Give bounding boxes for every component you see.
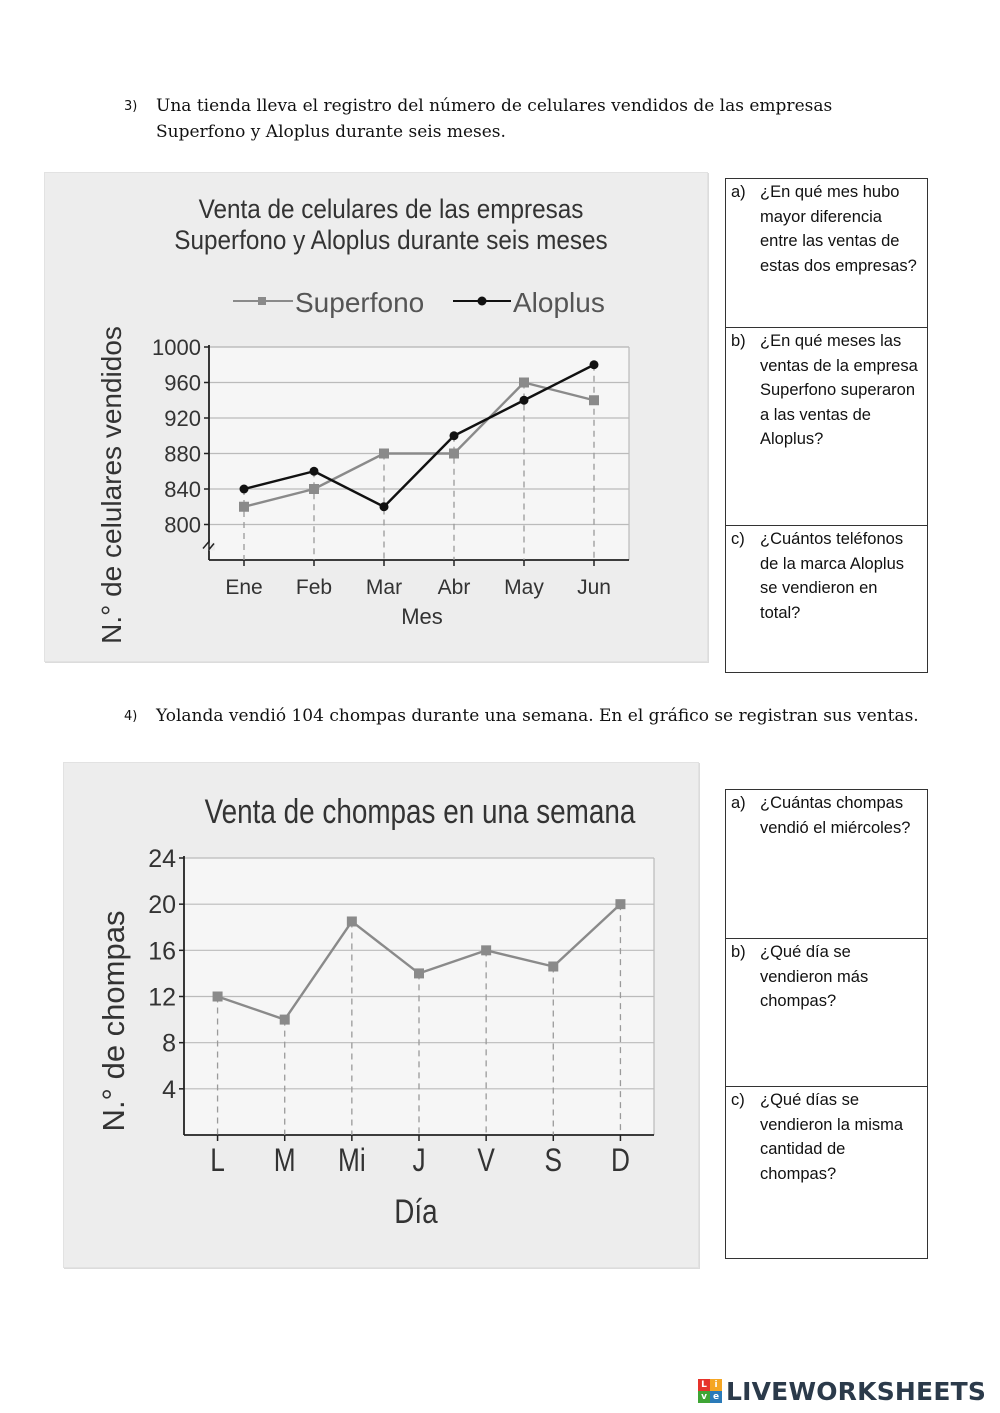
logo-letter-e: e [710,1391,722,1403]
chart1-point-chompas-mi [347,916,357,926]
chart1-legend [233,287,605,318]
liveworksheets-logo-icon [698,1379,722,1403]
question-3a-text: ¿En qué mes hubo mayor diferencia entre las ventas de estas dos empresas? [760,183,917,275]
question-3a-letter: a) [731,183,746,201]
chart0-ytick-label: 840 [164,476,201,502]
question-3b[interactable] [726,328,927,526]
chart0-point-superfono-mar [379,449,389,459]
question-4c[interactable] [726,1087,927,1258]
chart1-point-chompas-v [481,945,491,955]
chart2-y-axis-label: N.° de chompas [96,910,131,1132]
chart1-category-label-d: D [610,1143,630,1179]
legend-aloplus-marker [478,297,487,306]
question-4a-text: ¿Cuántas chompas vendió el miércoles? [760,794,911,837]
chart1-point-chompas-j [414,968,424,978]
chart0-ytick-label: 920 [164,405,201,431]
chart0-category-label-ene: Ene [225,576,263,599]
chart-chompas [64,763,698,1267]
problem-4-statement: Yolanda vendió 104 chompas durante una semana. En el gráfico se registran sus ventas. [156,706,919,726]
question-4a-letter: a) [731,794,746,812]
chart1-point-chompas-l [213,992,223,1002]
chart0-ytick-label: 1000 [152,334,201,360]
question-4a[interactable] [726,790,927,939]
chart0-ytick-label: 960 [164,370,201,396]
chart2-x-axis-label: Día [394,1192,438,1231]
chart0-point-superfono-abr [449,449,459,459]
chart-celulares [45,173,707,661]
question-3c-letter: c) [731,530,745,548]
chart1-ytick-label: 12 [148,983,176,1012]
legend-aloplus-label: Aloplus [513,287,605,318]
question-3c[interactable] [726,526,927,672]
chart0-point-superfono-ene [239,502,249,512]
chart0-category-label-abr: Abr [437,576,471,599]
problem-3-number: 3) [124,99,138,114]
chart1-ytick-label: 20 [148,891,176,920]
chart-chompas-panel [63,762,699,1268]
chart0-point-superfono-may [519,378,529,388]
chart1-category-label-v: V [477,1143,495,1179]
chart1-point-chompas-m [280,1015,290,1025]
chart1-ytick-label: 24 [148,845,176,873]
chart0-point-aloplus-feb [310,467,319,476]
question-4c-text: ¿Qué días se vendieron la misma cantidad de chompas? [760,1091,904,1183]
chart1-title-line1: Venta de celulares de las empresas [198,194,584,225]
legend-superfono-marker [258,297,266,305]
chart1-point-chompas-d [615,899,625,909]
logo-letter-v: v [698,1391,710,1403]
chart1-category-label-l: L [210,1143,225,1179]
logo-letter-l: L [698,1379,710,1391]
chart0-point-aloplus-mar [380,502,389,511]
chart0-ytick-label: 880 [164,441,201,467]
question-4b-letter: b) [731,943,746,961]
question-4c-letter: c) [731,1091,745,1109]
chart1-point-chompas-s [548,961,558,971]
question-3b-letter: b) [731,332,746,350]
liveworksheets-brand[interactable] [698,1374,986,1408]
question-3b-text: ¿En qué meses las ventas de la empresa Superfono superaron a las ventas de Aloplus? [760,332,918,449]
chart1-category-label-s: S [544,1143,563,1179]
legend-superfono-label: Superfono [295,287,425,318]
chart1-ytick-label: 4 [162,1075,176,1104]
chart0-point-aloplus-may [520,396,529,405]
questions-3-box [725,178,928,673]
chart1-category-label-j: J [412,1143,426,1179]
problem-4-number: 4) [124,709,138,724]
chart1-x-axis-label: Mes [401,604,443,629]
chart1-category-label-mi: Mi [338,1143,366,1179]
chart-celulares-panel [44,172,708,662]
chart1-category-label-m: M [273,1143,296,1179]
question-3a[interactable] [726,179,927,328]
chart0-category-label-mar: Mar [365,576,403,599]
chart1-ytick-label: 8 [162,1029,176,1058]
question-4b-text: ¿Qué día se vendieron más chompas? [760,943,869,1011]
chart0-category-label-may: May [504,576,544,599]
chart0-point-superfono-feb [309,484,319,494]
chart0-category-label-jun: Jun [577,576,611,599]
chart1-ytick-label: 16 [148,937,176,966]
problem-3-statement: Una tienda lleva el registro del número de celulares vendidos de las empresas Superfono y Aloplus durante seis meses. [156,96,833,142]
question-4b[interactable] [726,939,927,1087]
chart2-title: Venta de chompas en una semana [204,792,636,831]
chart0-point-aloplus-abr [450,431,459,440]
chart1-title-line2: Superfono y Aloplus durante seis meses [174,225,608,256]
chart1-y-axis-label: N.° de celulares vendidos [96,326,127,644]
chart0-point-aloplus-jun [590,360,599,369]
chart0-category-label-feb: Feb [295,576,333,599]
liveworksheets-wordmark: LIVEWORKSHEETS [726,1376,987,1406]
questions-4-box [725,789,928,1259]
question-3c-text: ¿Cuántos teléfonos de la marca Aloplus se vendieron en total? [760,530,904,622]
logo-letter-i: i [710,1379,722,1391]
chart0-point-superfono-jun [589,395,599,405]
chart0-ytick-label: 800 [164,512,201,538]
chart0-point-aloplus-ene [240,485,249,494]
